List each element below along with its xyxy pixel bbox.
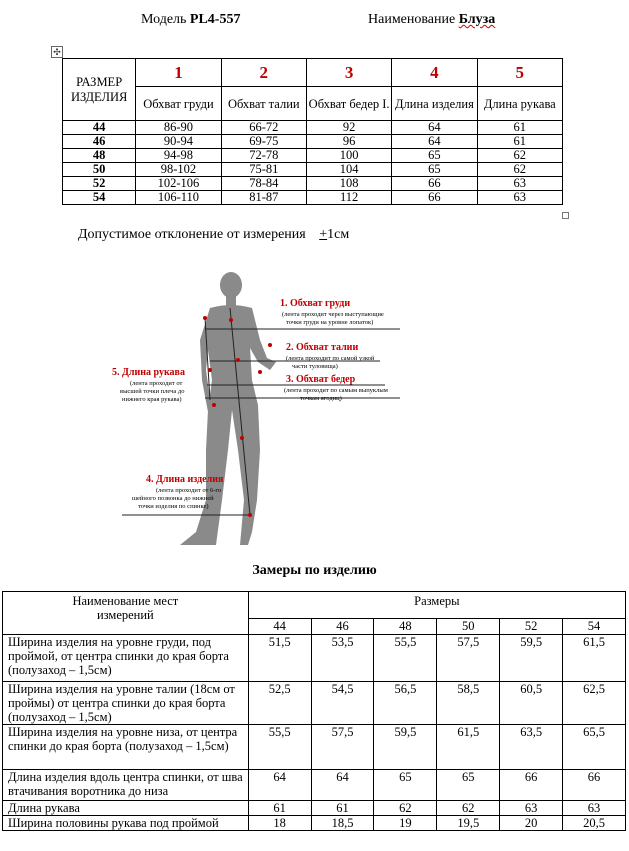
measurement-row — [3, 770, 626, 801]
waist-callout-note: (лента проходит по самой узкой — [286, 355, 375, 362]
size-value-cell: 104 — [306, 163, 391, 177]
size-value-cell: 106-110 — [136, 191, 221, 205]
model-heading — [141, 12, 240, 28]
measurement-value: 65 — [437, 770, 500, 801]
column-number: 5 — [477, 59, 562, 87]
size-cell: 50 — [63, 163, 136, 177]
measurement-value: 20,5 — [563, 816, 626, 831]
size-row — [63, 149, 563, 163]
size-column-header: 44 — [248, 619, 311, 635]
hips-callout-note: точкам ягодиц) — [300, 395, 342, 402]
measurement-value: 54,5 — [311, 682, 374, 725]
measurement-row — [3, 682, 626, 725]
hips-callout-title: 3. Обхват бедер — [286, 374, 356, 385]
measurement-value: 65 — [374, 770, 437, 801]
size-value-cell: 102-106 — [136, 177, 221, 191]
size-cell: 54 — [63, 191, 136, 205]
size-chart-table — [62, 58, 563, 205]
measurement-name-header — [3, 592, 249, 635]
size-value-cell: 75-81 — [221, 163, 306, 177]
size-value-cell: 98-102 — [136, 163, 221, 177]
measurement-row — [3, 816, 626, 831]
measurement-value: 60,5 — [500, 682, 563, 725]
measurement-value: 61,5 — [437, 725, 500, 770]
size-value-cell: 96 — [306, 135, 391, 149]
measurement-value: 63 — [500, 801, 563, 816]
measurement-value: 63,5 — [500, 725, 563, 770]
size-value-cell: 108 — [306, 177, 391, 191]
measurement-value: 18 — [248, 816, 311, 831]
size-value-cell: 64 — [392, 135, 477, 149]
column-number: 1 — [136, 59, 221, 87]
size-column-header: 52 — [500, 619, 563, 635]
size-row — [63, 177, 563, 191]
measurement-row — [3, 635, 626, 682]
name-label: Наименование — [368, 12, 456, 27]
tolerance-text: Допустимое отклонение от измерения — [78, 227, 306, 242]
size-value-cell: 63 — [477, 177, 562, 191]
size-value-cell: 65 — [392, 149, 477, 163]
size-value-cell: 72-78 — [221, 149, 306, 163]
column-number: 2 — [221, 59, 306, 87]
table-move-handle-icon[interactable]: ✣ — [51, 46, 63, 58]
size-value-cell: 100 — [306, 149, 391, 163]
tolerance-note — [78, 227, 349, 243]
size-cell: 52 — [63, 177, 136, 191]
column-name: Обхват бедер I. — [306, 87, 391, 121]
sleeve-callout-title: 5. Длина рукава — [112, 367, 185, 378]
tolerance-plusminus: + — [319, 227, 328, 242]
size-cell: 46 — [63, 135, 136, 149]
size-row — [63, 121, 563, 135]
measurement-value: 20 — [500, 816, 563, 831]
column-number: 3 — [306, 59, 391, 87]
size-column-header: 50 — [437, 619, 500, 635]
size-cell: 44 — [63, 121, 136, 135]
measurement-value: 19,5 — [437, 816, 500, 831]
sleeve-callout-note: (лента проходит от — [130, 380, 183, 387]
measurement-label: Ширина половины рукава под проймой — [3, 816, 249, 831]
sizes-header: Размеры — [248, 592, 625, 619]
measurement-label: Длина рукава — [3, 801, 249, 816]
size-value-cell: 69-75 — [221, 135, 306, 149]
size-value-cell: 78-84 — [221, 177, 306, 191]
column-name: Длина изделия — [392, 87, 477, 121]
measurement-value: 57,5 — [437, 635, 500, 682]
size-value-cell: 63 — [477, 191, 562, 205]
column-name: Длина рукава — [477, 87, 562, 121]
measurement-value: 61 — [311, 801, 374, 816]
model-code: PL4-557 — [189, 12, 241, 27]
size-value-cell: 61 — [477, 135, 562, 149]
measurement-value: 59,5 — [500, 635, 563, 682]
measurement-value: 19 — [374, 816, 437, 831]
column-number: 4 — [392, 59, 477, 87]
size-value-cell: 66 — [392, 177, 477, 191]
size-column-header: 48 — [374, 619, 437, 635]
size-row — [63, 191, 563, 205]
measurement-value: 63 — [563, 801, 626, 816]
size-value-cell: 81-87 — [221, 191, 306, 205]
column-name: Обхват груди — [136, 87, 221, 121]
measurement-value: 64 — [248, 770, 311, 801]
size-value-cell: 92 — [306, 121, 391, 135]
size-row — [63, 163, 563, 177]
measurement-value: 66 — [500, 770, 563, 801]
measurement-value: 57,5 — [311, 725, 374, 770]
length-callout-note: шейного позвонка до нижней — [132, 495, 214, 502]
chest-callout-note: точки груди на уровне лопаток) — [286, 319, 374, 326]
tolerance-value: 1см — [327, 227, 350, 242]
measurement-value: 66 — [563, 770, 626, 801]
size-value-cell: 90-94 — [136, 135, 221, 149]
sleeve-callout-note: нижнего края рукава) — [122, 396, 182, 403]
size-column-header: 46 — [311, 619, 374, 635]
size-value-cell: 94-98 — [136, 149, 221, 163]
measurement-value: 65,5 — [563, 725, 626, 770]
model-label: Модель — [141, 12, 187, 27]
measurement-label: Ширина изделия на уровне талии (18см от проймы) от центра спинки до края борта (полузаход – 1,5см) — [3, 682, 249, 725]
size-value-cell: 64 — [392, 121, 477, 135]
size-cell: 48 — [63, 149, 136, 163]
measurement-name-header-text: Наименование мест измерений — [72, 594, 179, 622]
measurement-value: 62,5 — [563, 682, 626, 725]
hips-callout-note: (лента проходит по самым выпуклым — [284, 387, 388, 394]
size-value-cell: 66 — [392, 191, 477, 205]
size-value-cell: 62 — [477, 163, 562, 177]
size-value-cell: 86-90 — [136, 121, 221, 135]
sleeve-callout-note: высшей точки плеча до — [120, 388, 185, 395]
size-column-header: 54 — [563, 619, 626, 635]
measurement-row — [3, 725, 626, 770]
length-callout-note: точки изделия по спинке) — [138, 503, 209, 510]
measurement-label: Ширина изделия на уровне груди, под проймой, от центра спинки до края борта (полузаход – 1,5см) — [3, 635, 249, 682]
measurement-value: 52,5 — [248, 682, 311, 725]
measurement-value: 51,5 — [248, 635, 311, 682]
measurement-value: 56,5 — [374, 682, 437, 725]
measurement-value: 55,5 — [248, 725, 311, 770]
body-measurement-figure — [110, 270, 410, 550]
measurement-row — [3, 801, 626, 816]
measurement-value: 18,5 — [311, 816, 374, 831]
waist-callout-note: части туловища) — [292, 363, 338, 370]
name-heading — [368, 12, 495, 28]
measurement-value: 62 — [437, 801, 500, 816]
size-value-cell: 61 — [477, 121, 562, 135]
measurement-value: 62 — [374, 801, 437, 816]
column-name: Обхват талии — [221, 87, 306, 121]
measurement-label: Ширина изделия на уровне низа, от центра спинки до края борта (полузаход – 1,5см) — [3, 725, 249, 770]
size-value-cell: 112 — [306, 191, 391, 205]
measurements-table — [2, 591, 626, 831]
chest-callout-note: (лента проходит через выступающие — [282, 311, 384, 318]
table-resize-handle[interactable] — [562, 212, 569, 219]
measurement-value: 64 — [311, 770, 374, 801]
name-value: Блуза — [458, 12, 496, 27]
measurement-label: Длина изделия вдоль центра спинки, от шва втачивания воротника до низа — [3, 770, 249, 801]
length-callout-title: 4. Длина изделия — [146, 474, 224, 485]
measurement-value: 61 — [248, 801, 311, 816]
size-value-cell: 66-72 — [221, 121, 306, 135]
measurement-value: 61,5 — [563, 635, 626, 682]
size-corner-header: РАЗМЕР ИЗДЕЛИЯ — [63, 59, 136, 121]
waist-callout-title: 2. Обхват талии — [286, 342, 359, 353]
measurements-title: Замеры по изделию — [252, 563, 377, 578]
chest-callout-title: 1. Обхват груди — [280, 298, 351, 309]
measurement-value: 55,5 — [374, 635, 437, 682]
size-row — [63, 135, 563, 149]
size-value-cell: 62 — [477, 149, 562, 163]
size-value-cell: 65 — [392, 163, 477, 177]
measurement-value: 59,5 — [374, 725, 437, 770]
length-callout-note: (лента проходит от 6-го — [156, 487, 222, 494]
measurement-value: 58,5 — [437, 682, 500, 725]
measurement-value: 53,5 — [311, 635, 374, 682]
